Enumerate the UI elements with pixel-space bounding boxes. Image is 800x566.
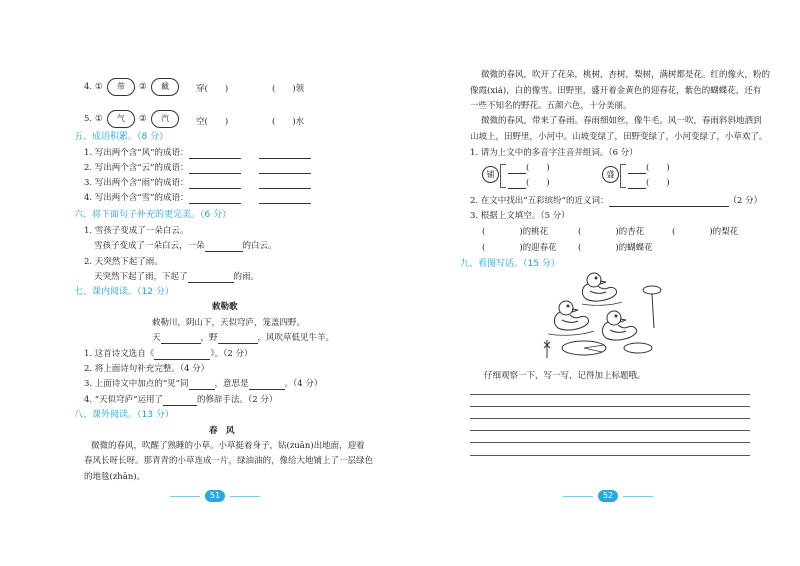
q4-word-1: 穿( ) <box>196 84 229 94</box>
right-q3: 3. 根据上文填空。（5 分） <box>470 211 570 221</box>
right-q1: 1. 请为上文中的多音字注音并组词。（6 分） <box>470 148 638 158</box>
sheng-blank-1: ( ) <box>628 163 670 174</box>
fill-taohua: ( )的桃花 <box>482 227 549 237</box>
poem-title: 敕勒歌 <box>212 302 238 312</box>
essay-line-2: 春风长呀长呀。那青青的小草连成一片，绿油油的，像给大地铺上了一层绿色 <box>84 456 374 466</box>
q5-number: 5. <box>84 114 93 124</box>
duck-left <box>548 301 594 335</box>
q4-number: 4. <box>84 82 93 92</box>
right-para-line-2: 像霞(xiá)，白的像雪。田野里，盛开着金黄色的迎春花，紫色的蝴蝶花，还有 <box>470 86 762 96</box>
section-7-title: 七、课内阅读。（12 分） <box>74 287 174 297</box>
s6-line-4: 天突然下起了雨，下起了 的雨。 <box>94 272 260 282</box>
writing-instruction: 仔细观察一下，写一写，记得加上标题哦。 <box>484 371 646 381</box>
bracket-1 <box>500 164 506 188</box>
writing-line-6[interactable] <box>470 455 750 456</box>
section-8-title: 八、课外阅读。（13 分） <box>74 410 174 420</box>
s5-item-4: 4. 写出两个含“雪”的成语： <box>84 193 311 204</box>
writing-line-5[interactable] <box>470 442 750 443</box>
s7-q4: 4. “天似穹庐”运用了 的修辞手法。（2 分） <box>84 395 278 405</box>
essay-title: 春 风 <box>209 426 235 436</box>
writing-line-2[interactable] <box>470 406 750 407</box>
writing-line-1[interactable] <box>470 394 750 395</box>
essay-line-3: 的地毯(zhān)。 <box>84 472 146 482</box>
section-9-title: 九、看图写话。（15 分） <box>460 259 560 269</box>
s7-q2: 2. 将上面诗句补充完整。（4 分） <box>84 364 210 374</box>
right-para-line-5: 山坡上，田野里，小河中。山坡变绿了，田野变绿了，小河变绿了，小草欢了。 <box>470 132 768 142</box>
ducks-illustration <box>530 268 670 360</box>
q4-circle-1: ① <box>95 82 103 92</box>
section-6-title: 六、将下面句子补充的更完美。（6 分） <box>74 210 232 220</box>
char-circle-sheng: 盛 <box>602 166 619 183</box>
page-ornament-left-52 <box>563 496 593 497</box>
bracket-2 <box>620 164 626 188</box>
duck-top <box>582 273 622 305</box>
s6-line-1: 1. 雪孩子变成了一朵白云。 <box>84 226 189 236</box>
fill-hudiehua: ( )的蝴蝶花 <box>578 243 653 253</box>
q4-circle-2: ② <box>139 82 147 92</box>
section-5-title: 五、成语积累。（8 分） <box>74 132 169 142</box>
s5-item-3: 3. 写出两个含“雨”的成语： <box>84 178 311 189</box>
q5-cloud-1: 气 <box>107 110 135 128</box>
char-circle-pu: 铺 <box>482 166 499 183</box>
lily-stem <box>652 294 654 328</box>
s6-line-3: 2. 天突然下起了雨。 <box>84 257 163 267</box>
s5-item-2: 2. 写出两个含“云”的成语： <box>84 163 311 174</box>
duck-right <box>602 311 636 340</box>
fill-yingchunhua: ( )的迎春花 <box>482 243 557 253</box>
poem-line-1: 敕勒川，阴山下，天似穹庐，笼盖四野。 <box>152 318 306 328</box>
fill-xinghua: ( )的杏花 <box>578 227 645 237</box>
s6-line-2: 雪孩子变成了一朵白云，一朵 的白云。 <box>94 241 277 251</box>
page-number-52: 52 <box>598 490 618 502</box>
pu-blank-2: ( ) <box>508 178 550 189</box>
s5-item-1: 1. 写出两个含“风”的成语： <box>84 148 311 159</box>
sheng-blank-2: ( ) <box>628 178 670 189</box>
q4-word-2: ( )领 <box>272 84 305 94</box>
q5-word-1: 空( ) <box>196 117 229 127</box>
writing-line-4[interactable] <box>470 430 750 431</box>
poem-line-2: 天 ，野 ，风吹草低见牛羊。 <box>152 333 335 343</box>
page-ornament-left <box>170 496 200 497</box>
page-number-51: 51 <box>205 490 225 502</box>
flower-icon <box>544 340 550 350</box>
right-para-line-1: 微微的春风，吹开了花朵，桃树，杏树，梨树，满树都是花。红的像火，粉的 <box>464 70 771 80</box>
right-q2: 2. 在文中找出“五彩缤纷”的近义词： （2 分） <box>470 196 763 206</box>
q5-cloud-2: 汽 <box>151 110 179 128</box>
fill-lihua: ( )的梨花 <box>672 227 739 237</box>
q4-cloud-1: 带 <box>107 78 135 96</box>
lily-pad-3 <box>643 286 661 294</box>
s7-q1: 1. 这首诗文选自《 》。（2 分） <box>84 349 253 359</box>
essay-line-1: 微微的春风，吹醒了熟睡的小草。小草挺着身子，钻(zuān)出地面，迎着 <box>74 441 365 451</box>
lily-pad-2 <box>624 343 652 353</box>
q5-circle-2: ② <box>139 114 147 124</box>
right-para-line-4: 微微的春风，带来了春雨。春雨细如丝，像牛毛。风一吹，春雨斜斜地洒到 <box>464 116 762 126</box>
q5-word-2: ( )水 <box>272 117 305 127</box>
q4-cloud-2: 戴 <box>151 78 179 96</box>
page-ornament-right <box>230 496 260 497</box>
writing-line-3[interactable] <box>470 418 750 419</box>
right-para-line-3: 一些不知名的野花。五颜六色，十分美丽。 <box>470 101 632 111</box>
pu-blank-1: ( ) <box>508 163 550 174</box>
page-ornament-right-52 <box>623 496 653 497</box>
q5-circle-1: ① <box>95 114 103 124</box>
s7-q3: 3. 上面诗文中加点的“见”同 ，意思是 。（4 分） <box>84 379 323 389</box>
